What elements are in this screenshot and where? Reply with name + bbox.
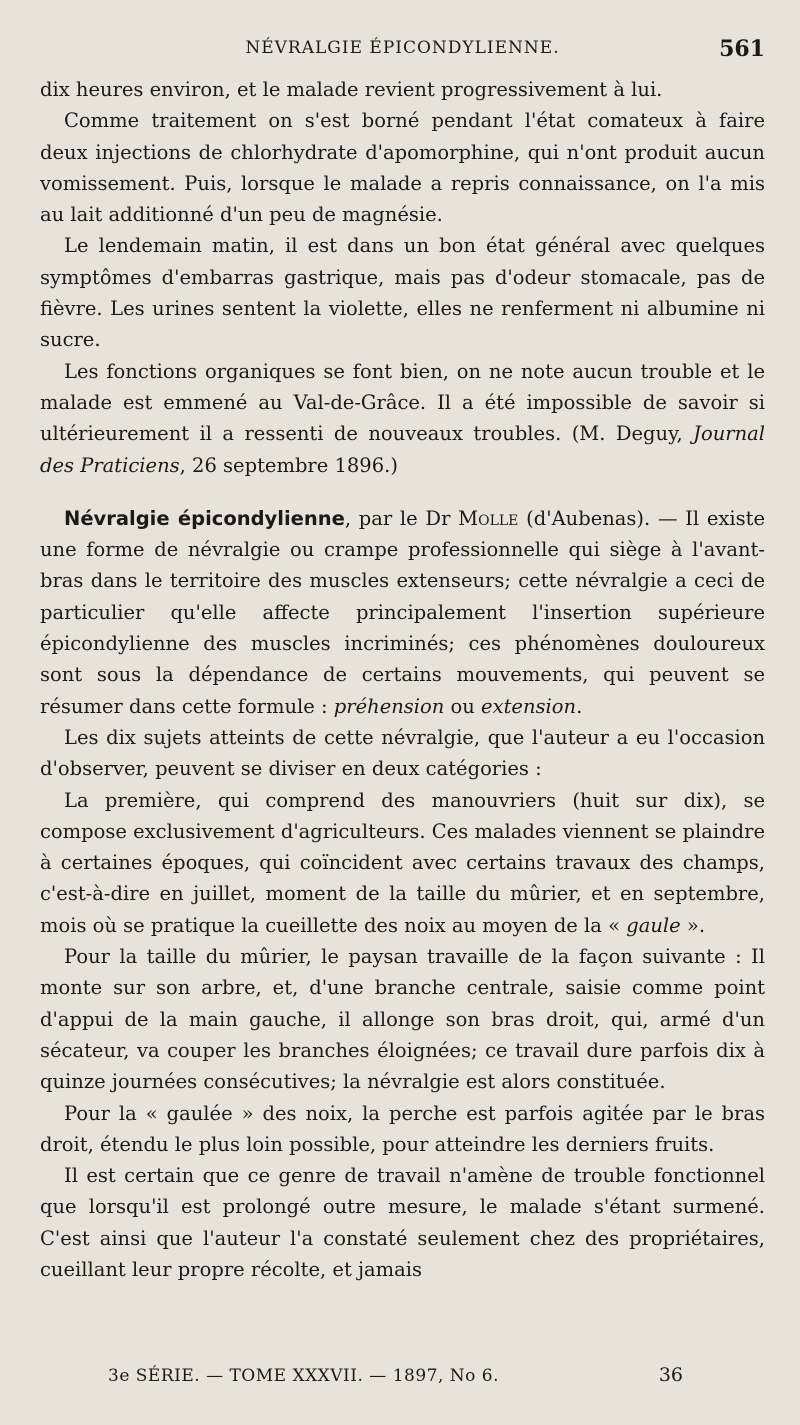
article-byline: , par le Dr [344,506,459,530]
body-text [40,74,765,1285]
paragraph-organic-functions [40,356,765,481]
paragraph-treatment: Comme traitement on s'est borné pendant l'état comateux à faire deux injections de chlorhydrate d'apomorphine, qui n'ont produit aucun vomissement. Puis, lorsque le malade a repris connaissance, on l'a mis au lait additionné d'un peu de magnésie. [40,109,765,227]
first-category-text: La première, qui comprend des manouvriers (huit sur dix), se compose exclusivement d'agriculteurs. Ces malades viennent se plaindre à certaines époques, qui coïncident avec certains travaux des champs, c'est-à-dire en juillet, moment de la taille du mûrier, et en septembre, mois où se pratique la cueillette des noix au moyen de la « [40,788,765,937]
paragraph-mulberry: Pour la taille du mûrier, le paysan travaille de la façon suivante : Il monte sur son arbre, et, d'une branche centrale, saisie comme point d'appui de la main gauche, il allonge son bras droit, qui, armé d'un sécateur, va couper les branches éloignées; ce travail dure parfois dix à quinze journées consécutives; la névralgie est alors constituée. [40,945,765,1094]
page-number: 561 [719,36,765,62]
article-title: Névralgie épicondylienne [64,506,345,530]
page-footer [108,1362,683,1390]
paragraph-next-morning: Le lendemain matin, il est dans un bon état général avec quelques symptômes d'embarras gastrique, mais pas d'odeur stomacale, pas de fièvre. Les urines sentent la violette, elles ne renferment ni albumine ni sucre. [40,234,765,352]
paragraph-conclusion: Il est certain que ce genre de travail n'amène de trouble fonctionnel que lorsqu'il est prolongé outre mesure, le malade s'étant surmené. C'est ainsi que l'auteur l'a constaté seulement chez des propriétaires, cueillant leur propre récolte, et jamais [40,1164,765,1281]
paragraph-ten-subjects: Les dix sujets atteints de cette névralgie, que l'auteur a eu l'occasion d'observer, peuvent se diviser en deux catégories : [40,725,765,781]
conjunction: ou [444,694,482,718]
first-category-tail: ». [680,913,706,937]
citation-text: Les fonctions organiques se font bien, on ne note aucun trouble et le malade est emmené au Val-de-Grâce. Il a été impossible de savoir si ultérieurement il a ressenti de nouveaux troubles. (M. Deguy, [40,359,765,446]
term-prehension: préhension [333,694,445,718]
page-header [40,28,765,64]
sheet-number: 36 [658,1364,683,1386]
paragraph-first-category [40,785,765,941]
citation-date: , 26 septembre 1896.) [179,453,398,477]
journal-title: Journal des Praticiens [40,422,765,477]
period: . [576,694,583,718]
paragraph-continuation: dix heures environ, et le malade revient progressivement à lui. [40,78,663,101]
term-gaule: gaule [626,913,681,937]
article-text: (d'Aubenas). — Il existe une forme de névralgie ou crampe professionnelle qui siège à l'avant-bras dans le territoire des muscles extenseurs; cette névralgie a ceci de particulier qu'elle affecte principalement l'insertion supérieure épicondylienne des muscles incriminés; ces phénomènes douloureux sont sous la dépendance de certains mouvements, qui peuvent se résumer dans cette formule : [40,506,765,718]
running-title: NÉVRALGIE ÉPICONDYLIENNE. [245,38,560,58]
paragraph-gaulee: Pour la « gaulée » des noix, la perche est parfois agitée par le bras droit, étendu le plus loin possible, pour atteindre les derniers fruits. [40,1101,765,1156]
paragraph-article-intro [40,503,765,722]
series-signature: 3e SÉRIE. — TOME XXXVII. — 1897, No 6. [108,1366,499,1386]
author-name: Molle [458,506,519,530]
term-extension: extension [481,694,577,718]
